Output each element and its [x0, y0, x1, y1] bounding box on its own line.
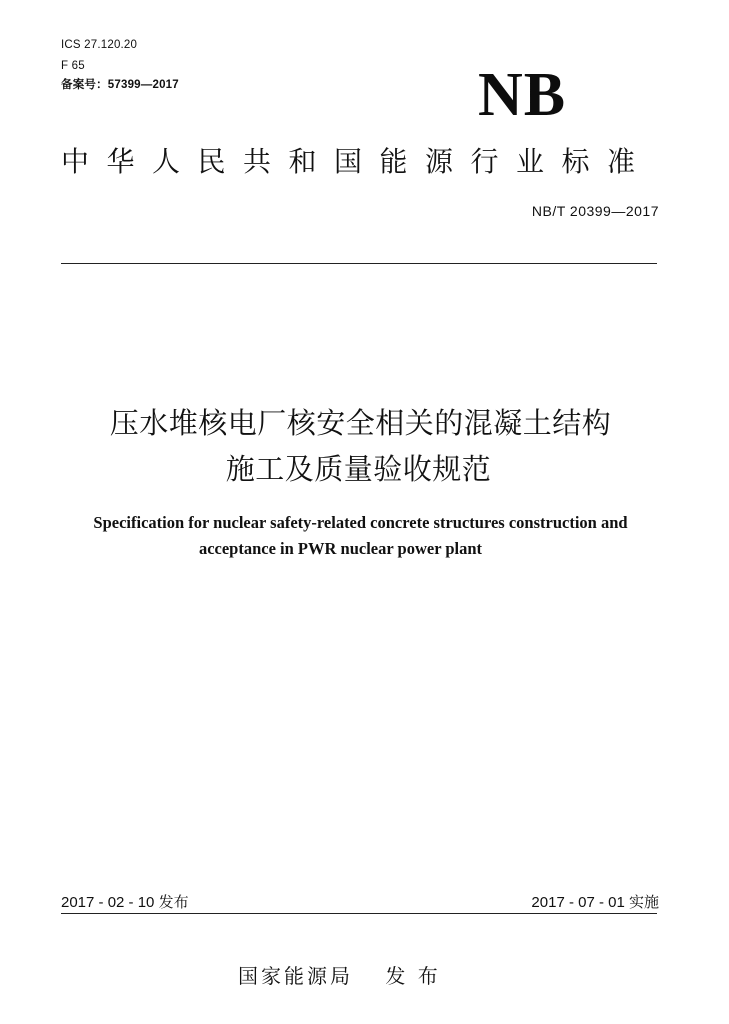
publish-date: 2017 - 02 - 10 发布	[61, 894, 189, 911]
title-en-line1: Specification for nuclear safety-related concrete structures construction and	[93, 513, 628, 532]
ccs-code: F 65	[61, 60, 85, 72]
organization-title: 中华人民共和国能源行业标准	[61, 145, 653, 178]
footer-divider	[61, 913, 657, 914]
title-en-line2: acceptance in PWR nuclear power plant	[198, 539, 483, 558]
issuer: 国家能源局 发 布	[238, 964, 441, 988]
nb-logo: NB	[478, 61, 567, 129]
implement-date: 2017 - 07 - 01 实施	[531, 894, 659, 911]
standard-number: NB/T 20399—2017	[531, 203, 659, 219]
title-cn-line1: 压水堆核电厂核安全相关的混凝土结构	[109, 406, 612, 440]
ics-code: ICS 27.120.20	[61, 39, 138, 51]
filing-number: 备案号：57399—2017	[61, 79, 179, 91]
title-cn-line2: 施工及质量验收规范	[225, 452, 492, 486]
header-divider	[61, 263, 657, 264]
